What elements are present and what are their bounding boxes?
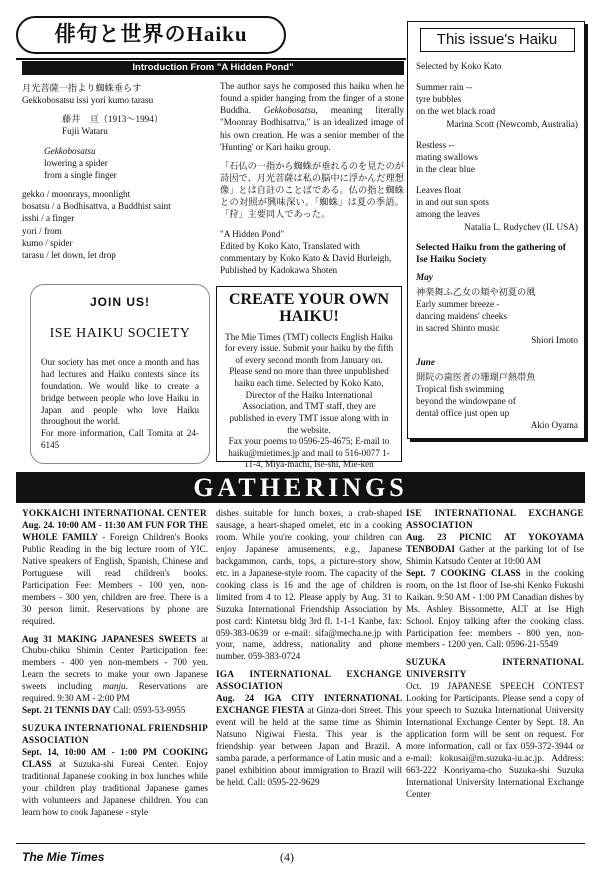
haiku-entry [416,81,578,130]
haiku-line: Early summer breeze - [416,299,500,310]
glossary-item: isshi / a finger [22,213,75,224]
event [406,532,584,568]
join-contact: For more information, Call Tomita at 24-6145 [41,428,199,450]
english-haiku [22,145,212,181]
event [216,693,402,789]
create-description: The Mie Times (TMT) collects English Haiku for every issue. Submit your haiku by the fifth of every second month from January on. Please send no more than three unpublished haiku each time. Selected by Koko Kato, Director of the Haiku International Association, and TMT staff, they are published in every TMT issue along with in the website. [224,331,394,435]
haiku-line: Gekkobosatsu [44,145,96,156]
event [22,705,208,717]
join-description: Our society has met once a month and has had lectures and Haiku contests since its foundation. We would like to create a bridge between people who love Haiku in Japan and people who love Haiku throughout the world. [41,357,199,427]
romaji-haiku: Gekkobosatsu issi yori kumo tarasu [22,95,154,106]
event-title: Sept. 21 TENNIS DAY [22,705,111,716]
haiku-entry [416,371,578,432]
event-body: - Foreign Children's Books Public Reading in the big lecture room of YIC. Native speakers of English, Spanish, Chinese and Portuguese will read children's books. Participation Fee: Members - 100 yen, non-members - 300 yen, children are free. There is a 30 person limit. Reservations by phone are required. [22,531,208,626]
gatherings-column-2 [216,508,402,789]
org-heading: YOKKAICHI INTERNATIONAL CENTER [22,508,207,518]
society-name: ISE HAIKU SOCIETY [49,325,191,341]
intro-left-column [22,82,212,261]
event-continued: dishes suitable for lunch boxes, a crab-shaped sausage, a heart-shaped omelet, etc in a cooking room. While you're cooking, your children can enjoy Japanese amusements, e.g., Japanese backgammon, cards, tops, a picture-story show, etc. in a Japanese-style room. The capacity of the cooking class is 16 and the age of children is limited from 4 to 12. Please apply by Aug. 31 to Suzuka International Friendship Association by post card: Kintetsu bldg 3rd fl. 1-1-1 Kanbe, fax: 059-383-0639 or e-mail: sifa@mecha.ne.jp with your, name, address, nationality and phone number. 059-383-0724 [216,508,402,662]
event-body: at Suzuka-shi Fureai Center. Enjoy traditional Japanese cooking in box lunches while your children play traditional Japanese games with volunteers and Japanese children. You can learn how to cook Japanese - style [22,759,208,817]
event-title: Sept. 7 COOKING CLASS [406,567,521,578]
haiku-line: in the clear blue [416,163,475,174]
haiku-jp: 神楽舞ふ乙女の頬や初夏の風 [416,286,536,297]
create-text [224,332,394,472]
month-label: June [416,356,435,367]
haiku-line: in and out sun spots [416,197,489,208]
event-title: Aug. 23 PICNIC AT YOKOYAMA TENBODAI [406,531,584,554]
gatherings-banner: GATHERINGS [16,472,585,503]
event [22,634,208,706]
create-title: CREATE YOUR OWN HAIKU! [228,291,389,325]
event: Oct. 19 JAPANESE SPEECH CONTEST Looking for Participants. Please send a copy of your speech to Suzuka International University International Exchange Center by Sept. 18. An application form will be sent on request. For more information, call or fax 059-372-3944 or e-mail: kokusai@m.suzuka-iu.ac.jp. Address: 663-222 Kooriyama-cho Suzuka-shi Suzuka International University International Exchange Center [406,681,584,799]
haiku-line: on the wet black road [416,106,496,117]
commentary-jp: 「石仏の一指から蜘蛛が垂れるのを見たのが詩因で、月光菩薩は私の脳中に浮かんだ理想像」とは自註のことばである。仏の指と蜘蛛との対照が興味深い。「蜘蛛」は夏の季語。「狩」主要同人であった。 [220,160,404,220]
event-body: . Reservations are required. 9:30 AM - 2:00 PM [22,681,208,704]
haiku-line: Tropical fish swimming [416,383,504,394]
gatherings-column-3 [406,508,584,801]
haiku-author: Akio Oyama [530,420,578,431]
commentary-text: The author says he composed this haiku when he found a spider hanging from the finger of a stone Buddha. [220,81,404,116]
glossary-item: gekko / moonrays, moonlight [22,188,131,199]
haiku-line: mating swallows [416,151,479,162]
create-haiku-box [216,286,402,470]
haiku-line: lowering a spider [44,157,108,168]
event [406,568,584,652]
source-credit: Edited by Koko Kato, Translated with commentary by Koko Kato & David Burleigh, Published by Kadokawa Shoten [220,240,392,275]
page-title: 俳句と世界のHaiku [16,16,286,54]
event-title: Sept. 14, 10:00 AM - 1:00 PM COOKING CLASS [22,747,208,770]
jp-haiku: 月光菩薩一指より蜘蛛垂らす [22,83,142,93]
haiku-line: in sacred Shinto music [416,323,500,334]
title-divider [16,58,406,60]
gatherings-column-1 [22,508,208,819]
event-italic: manju [102,681,126,692]
author-jp: 藤井 亘（1913〜1994） [62,114,164,125]
create-contact: Fax your poems to 0596-25-4675; E-mail to haiku@mietimes.jp and mail to 516-0077 1-11-4, Miya-machi, Ise-shi, Mie-ken [228,436,390,470]
glossary [22,188,212,261]
join-title: JOIN US! [89,295,150,309]
haiku-line: dental office just open up [416,408,510,419]
event-body: at Chubu-chiku Shimin Center Participation fee: members - 400 yen non-members - 700 yen. Learn the secrets to make your own Japanese sweets including [22,633,208,692]
haiku-author: Natalia L. Rudychev (IL USA) [464,221,578,232]
event-body: Gather at the parking lot of Ise Shimin Katsudo Center at 10:00 AM [406,543,584,566]
haiku-author: Marina Scott (Newcomb, Australia) [446,118,578,129]
intro-right-column [220,80,404,276]
event-title: Aug. 24 IGA CITY INTERNATIONAL EXCHANGE FIESTA [216,693,402,716]
commentary-en [220,80,404,153]
haiku-line: Leaves float [416,185,462,196]
event-body: Call: 0593-53-9955 [110,705,186,716]
join-text [41,357,199,452]
intro-header: Introduction From "A Hidden Pond" [22,61,404,75]
haiku-author: Shiori Imoto [531,335,578,346]
author-en: Fujii Wataru [62,126,108,137]
haiku-line: among the leaves [416,209,480,220]
org-heading: SUZUKA INTERNATIONAL FRIENDSHIP ASSOCIATION [22,723,208,746]
org-heading: ISE INTERNATIONAL EXCHANGE ASSOCIATION [406,508,584,530]
haiku-entry [416,184,578,233]
this-issue-haiku-sidebar [407,21,585,439]
event-body: at Ginza-dori Street. This event will be held at the same time as Shimin Natsuno Nigiwai Fiesta. This year is the friendship year between Japan and Brazil. A samba parade, a performance of Latin music and a panel exhibition about immigration to Brazil will be held. Call: 0595-22-9629 [216,705,403,787]
publication-name: The Mie Times [22,850,105,864]
event-title: Aug 31 MAKING JAPANESES SWEETS [22,633,197,644]
event [22,747,208,819]
haiku-entry [416,139,578,175]
glossary-item: yori / from [22,225,62,236]
gathering-selection-heading: Selected Haiku from the gathering of Ise Haiku Society [416,242,566,266]
org-heading: IGA INTERNATIONAL EXCHANGE ASSOCIATION [216,669,402,692]
haiku-entry [416,286,578,347]
sidebar-title: This issue's Haiku [420,28,575,52]
glossary-item: kumo / spider [22,237,73,248]
source-title: "A Hidden Pond" [220,228,285,239]
page-number: (4) [280,850,294,864]
selected-by: Selected by Koko Kato [416,61,502,71]
haiku-line: from a single finger [44,169,117,180]
haiku-line: Summer rain -- [416,82,473,93]
footer-divider [16,843,585,844]
commentary-italic: Gekkobosatsu, [263,105,318,116]
haiku-line: beyond the windowpane of [416,396,516,407]
join-us-box [30,284,210,464]
month-label: May [416,271,433,282]
glossary-item: bosatsu / a Bodhisattva, a Buddhist saint [22,201,171,212]
haiku-line: Restless -- [416,139,455,150]
event [22,520,208,628]
commentary-text: meaning literally "Moonray Bodhisattva," is an idealized image of his own creation. He was a senior member of the 'Hunting' or Kari haiku group. [220,105,404,152]
glossary-item: tarasu / let down, let drop [22,250,116,261]
event-body: in the cooking room, on the 1st floor of Ise-shi Kenko Fukushi Kaikan. 9:50 AM - 1:00 PM Canadian dishes by Ms. Ashley Bissonnette, ALT at Ise High School. Enjoy talking after the cooking class. Participation fee: members - 800 yen, non-members - 1200 yen. Call: 0596-21-5549 [406,567,584,650]
haiku-line: dancing maidens' cheeks [416,311,507,322]
haiku-line: tyre bubbles [416,94,462,105]
haiku-jp: 開院の歯医者の珊瑚戸熱帯魚 [416,371,536,382]
event-title: Aug. 24. 10:00 AM - 11:30 AM FUN FOR THE WHOLE FAMILY [22,519,208,542]
org-heading: SUZUKA INTERNATIONAL UNIVERSITY [406,657,584,680]
